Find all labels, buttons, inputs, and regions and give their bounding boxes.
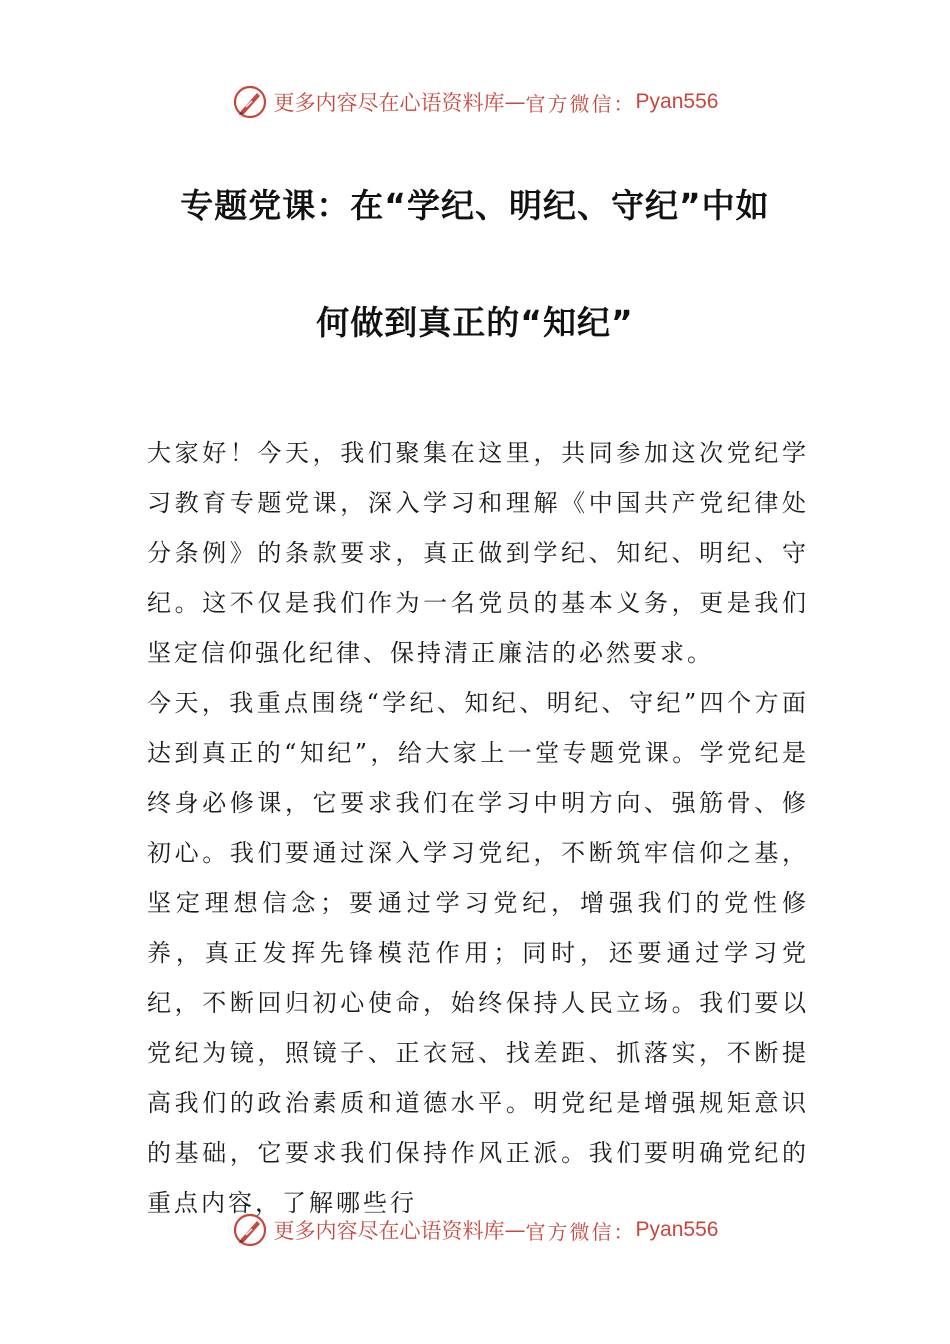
document-title-line-1: 专题党课：在“学纪、明纪、守纪”中如 bbox=[180, 186, 770, 225]
banner-wechat-id: Pyan556 bbox=[635, 1218, 719, 1241]
document-body bbox=[147, 428, 809, 1228]
document-title-line-2: 何做到真正的“知纪” bbox=[316, 303, 634, 342]
banner-dash: — bbox=[504, 90, 526, 114]
banner-wechat-id: Pyan556 bbox=[635, 90, 719, 113]
banner-text: 更多内容尽在心语资料库 bbox=[273, 91, 505, 115]
pen-logo-icon bbox=[232, 1212, 268, 1248]
pen-logo-icon bbox=[232, 84, 268, 120]
body-paragraph-2: 今天，我重点围绕“学纪、知纪、明纪、守纪”四个方面达到真正的“知纪”，给大家上一堂专题党课。学党纪是终身必修课，它要求我们在学习中明方向、强筋骨、修初心。我们要通过深入学习党纪，不断筑牢信仰之基，坚定理想信念；要通过学习党纪，增强我们的党性修养，真正发挥先锋模范作用；同时，还要通过学习党纪，不断回归初心使命，始终保持人民立场。我们要以党纪为镜，照镜子、正衣冠、找差距、抓落实，不断提高我们的政治素质和道德水平。明党纪是增强规矩意识的基础，它要求我们保持作风正派。我们要明确党纪的重点内容，了解哪些行 bbox=[147, 689, 809, 1217]
banner-text: 更多内容尽在心语资料库 bbox=[273, 1219, 505, 1243]
banner-wechat-label: 官方微信： bbox=[525, 1219, 636, 1244]
footer-banner bbox=[0, 1210, 950, 1250]
header-banner bbox=[0, 82, 950, 122]
body-paragraph-1: 大家好！今天，我们聚集在这里，共同参加这次党纪学习教育专题党课，深入学习和理解《中国共产党纪律处分条例》的条款要求，真正做到学纪、知纪、明纪、守纪。这不仅是我们作为一名党员的基本义务，更是我们坚定信仰强化纪律、保持清正廉洁的必然要求。 bbox=[147, 439, 809, 667]
banner-dash: — bbox=[504, 1218, 526, 1242]
banner-wechat-label: 官方微信： bbox=[525, 91, 636, 116]
